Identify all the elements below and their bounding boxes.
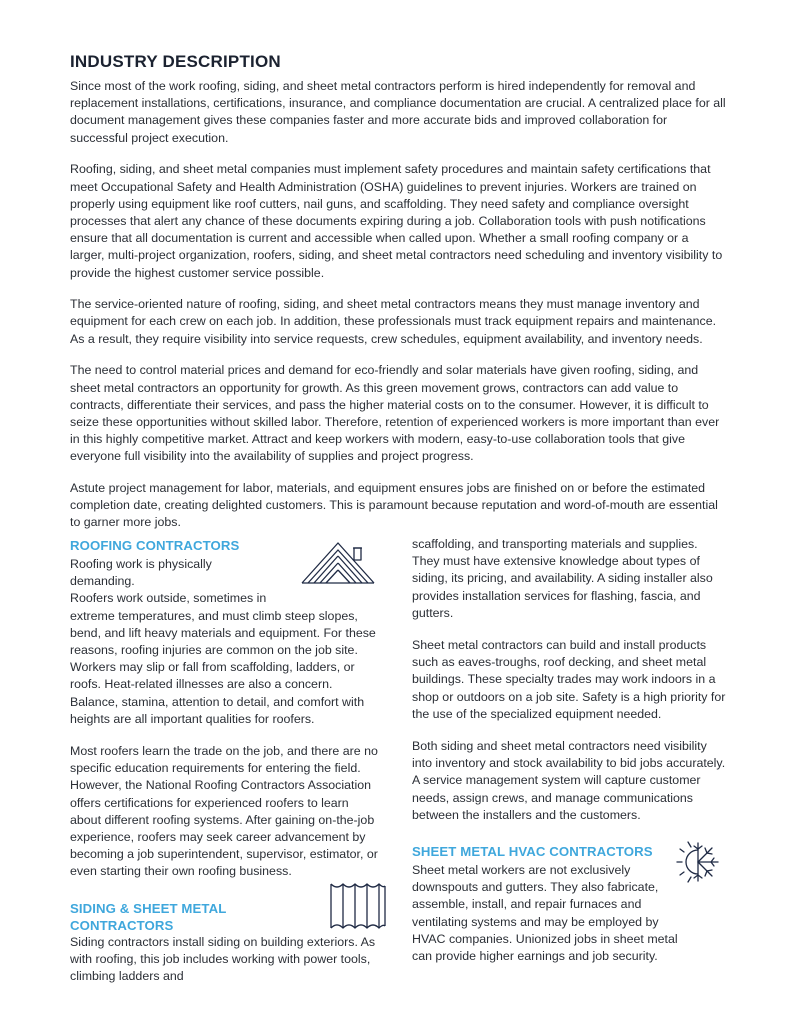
siding-heading-line: SIDING & SHEET METAL [70,900,227,916]
intro-paragraph: Since most of the work roofing, siding, and sheet metal contractors perform is hired independently for removal and replacement installations, certifications, insurance, and compliance documentation are crucial. A centralized place for all document management gives these companies faster and more accurate bids and improved collaboration for successful project execution. [70,79,726,145]
siding-paragraph: Siding contractors install siding on building exteriors. As with roofing, this job includes working with power tools, climbing ladders and [70,934,376,984]
siding-paragraph-continued: scaffolding, and transporting materials and supplies. They must have extensive knowledge about types of siding, its pricing, and availability. A siding installer also provides installation services for flashing, fascia, and gutters. [412,537,713,620]
roofing-paragraph-line: Roofers work outside, sometimes in [70,591,267,606]
roofing-paragraph: extreme temperatures, and must climb steep slopes, bend, and lift heavy materials and equipment. For these reasons, roofing injuries are common on the job site. Workers may slip or fall from scaffolding, ladders, or roofs. Heat-related illnesses are also a concern. Balance, stamina, attention to detail, and comfort with heights are all important qualities for roofers. [70,608,376,726]
visibility-paragraph: Both siding and sheet metal contractors need visibility into inventory and stock availability to bid jobs accurately. A service management system will capture customer needs, assign crews, and manage communications between the installers and the customers. [412,739,726,822]
left-column [70,537,382,985]
intro-paragraph: Roofing, siding, and sheet metal companies must implement safety procedures and maintain safety certifications that meet Occupational Safety and Health Administration (OSHA) guidelines to prevent injuries. Workers are trained on properly using equipment like roof cutters, nail guns, and scaffolding. They need safety and compliance oversight processes that alert any chance of these documents expiring during a job. Collaboration tools with push notifications ensure that all documentation is current and accessible when called upon. Whether a small roofing company or a larger, multi-project organization, roofers, siding, and sheet metal contractors need scheduling and inventory visibility to provide the highest customer service possible. [70,162,723,280]
page-title: INDUSTRY DESCRIPTION [70,52,281,71]
roofing-heading: ROOFING CONTRACTORS [70,538,240,553]
sun-snowflake-icon [674,838,722,886]
roofing-paragraph-line: Roofing work is physically demanding. [70,557,212,589]
siding-panel-icon [328,880,388,932]
roofing-paragraph: Most roofers learn the trade on the job, and there are no specific education requirements for entering the field. However, the National Roofing Contractors Association offers certifications for experienced roofers to learn about different roofing systems. After gaining on-the-job experience, roofers may seek career advancement by becoming a job superintendent, supervisor, estimator, or even starting their own roofing business. [70,744,378,879]
intro-paragraph: The service-oriented nature of roofing, siding, and sheet metal contractors means they must manage inventory and equipment for each crew on each job. In addition, these professionals must track equipment repairs and maintenance. As a result, they require visibility into service requests, crew schedules, equipment availability, and inventory needs. [70,297,717,346]
hvac-paragraph: Sheet metal workers are not exclusively downspouts and gutters. They also fabricate, assemble, install, and repair furnaces and ventilating systems and may be employed by HVAC companies. Unionized jobs in sheet metal can provide higher earnings and job security. [412,863,678,964]
sheet-metal-paragraph: Sheet metal contractors can build and install products such as eaves-troughs, roof decking, and sheet metal buildings. These specialty trades may work indoors in a shop or outdoors on a job site. Safety is a high priority for the use of the specialized equipment needed. [412,638,726,721]
right-column [412,536,726,980]
industry-description-section [70,52,726,546]
hvac-heading: SHEET METAL HVAC CONTRACTORS [412,844,653,860]
intro-paragraph: The need to control material prices and demand for eco-friendly and solar materials have given roofing, siding, and sheet metal contractors an opportunity for growth. As this green movement grows, contractors can add value to contracts, differentiate their services, and pass the higher material costs on to the consumer. However, it is difficult to seize these opportunities without skilled labor. Therefore, retention of experienced workers is more important than ever in this highly competitive market. Attract and keep workers with modern, easy-to-use collaboration tools that give everyone full visibility into the availability of supplies and project progress. [70,363,720,464]
intro-paragraph: Astute project management for labor, materials, and equipment ensures jobs are finished on or before the estimated completion date, creating delighted customers. This is paramount because reputation and word-of-mouth are essential to garner more jobs. [70,481,718,530]
siding-heading-line: CONTRACTORS [70,917,174,933]
roof-house-icon [300,539,376,585]
intro-paragraphs [70,78,726,532]
